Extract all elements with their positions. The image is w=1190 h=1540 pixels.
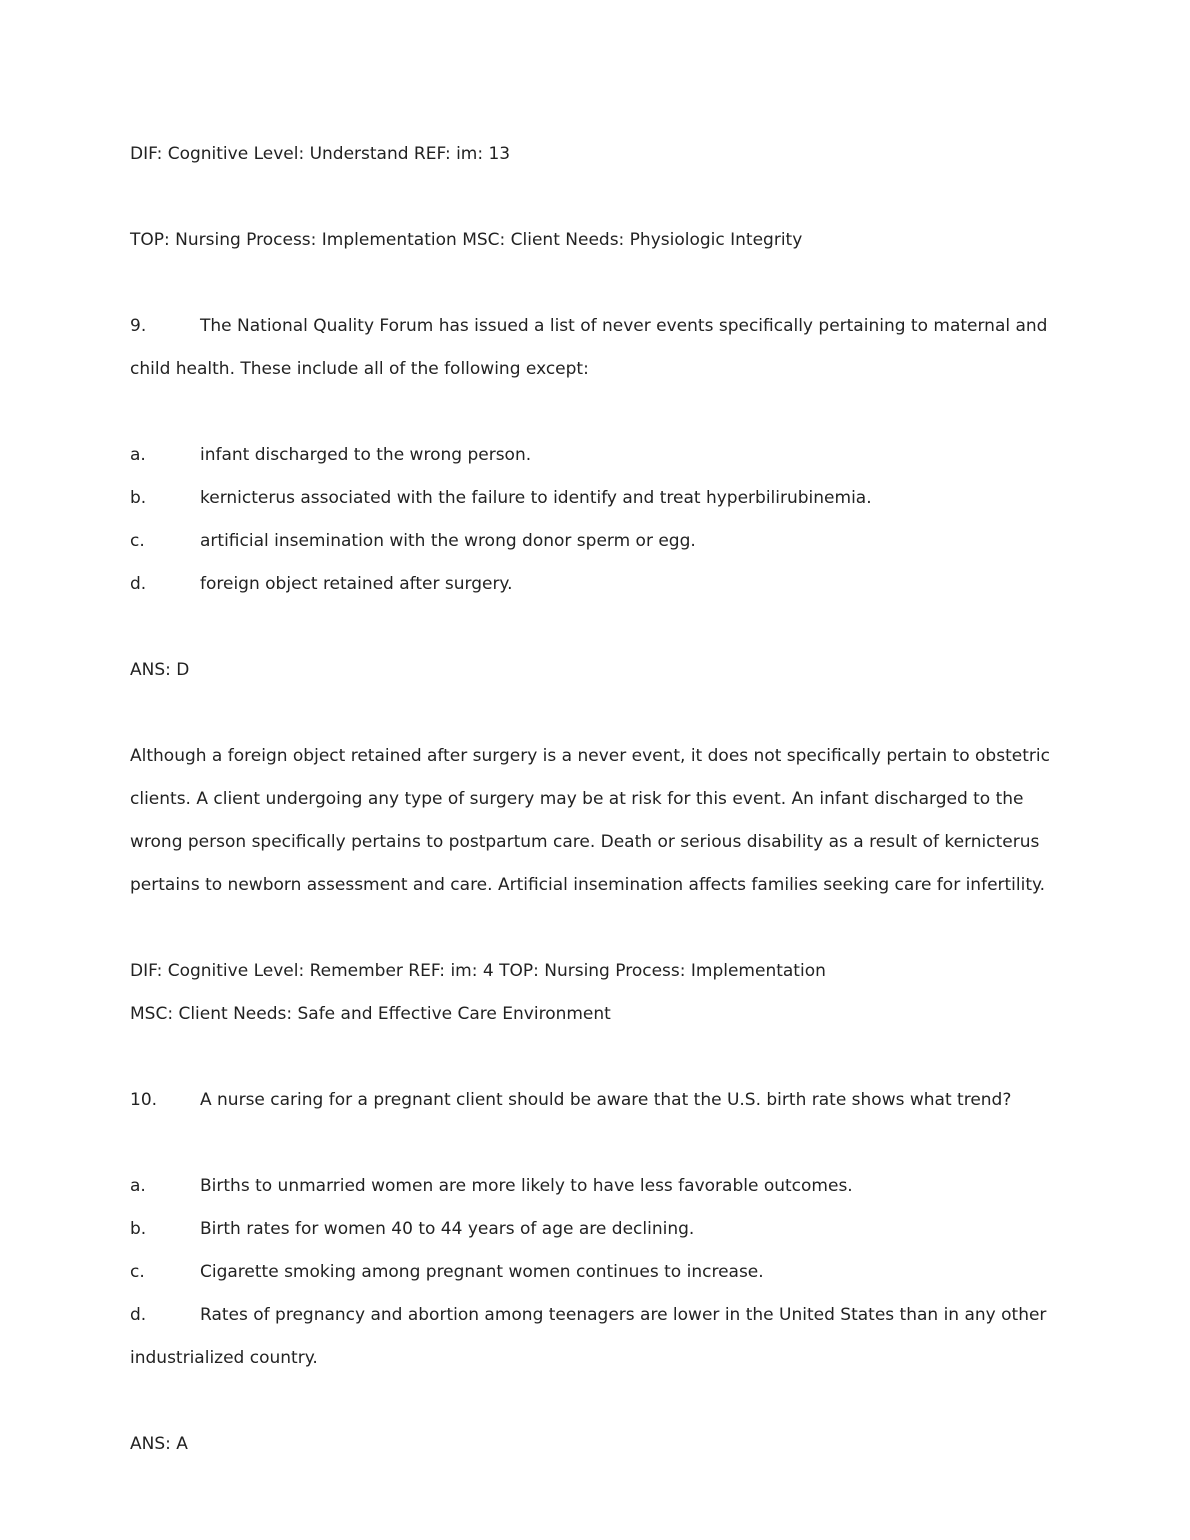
option-text: artificial insemination with the wrong donor sperm or egg. bbox=[200, 531, 696, 551]
option-text: infant discharged to the wrong person. bbox=[200, 445, 532, 465]
q10-option-a bbox=[130, 1165, 1060, 1208]
q10-option-d bbox=[130, 1294, 1060, 1337]
q9-answer: ANS: D bbox=[130, 660, 190, 680]
q10-number: 10. bbox=[130, 1090, 158, 1110]
option-text: kernicterus associated with the failure to identify and treat hyperbilirubinemia. bbox=[200, 488, 872, 508]
q10-stem bbox=[130, 1079, 1060, 1122]
option-letter: c. bbox=[130, 531, 145, 551]
q9-option-a bbox=[130, 434, 1060, 477]
option-letter: b. bbox=[130, 1219, 147, 1239]
q10-option-b bbox=[130, 1208, 1060, 1251]
option-letter: a. bbox=[130, 445, 146, 465]
option-text: foreign object retained after surgery. bbox=[200, 574, 513, 594]
q8-top-line: TOP: Nursing Process: Implementation MSC: Client Needs: Physiologic Integrity bbox=[130, 230, 803, 250]
document-page bbox=[130, 133, 1060, 1466]
option-letter: d. bbox=[130, 574, 147, 594]
q9-stem-line2: child health. These include all of the following except: bbox=[130, 359, 589, 379]
q10-option-c bbox=[130, 1251, 1060, 1294]
option-letter: c. bbox=[130, 1262, 145, 1282]
option-letter: b. bbox=[130, 488, 147, 508]
q9-number: 9. bbox=[130, 316, 147, 336]
q9-rationale-line3: wrong person specifically pertains to postpartum care. Death or serious disability as a result of kernicterus bbox=[130, 832, 1040, 852]
q10-answer: ANS: A bbox=[130, 1434, 188, 1454]
q9-rationale-line2: clients. A client undergoing any type of surgery may be at risk for this event. An infant discharged to the bbox=[130, 789, 1024, 809]
q10-option-d-continuation: industrialized country. bbox=[130, 1348, 318, 1368]
q9-rationale-line1: Although a foreign object retained after surgery is a never event, it does not specifically pertain to obstetric bbox=[130, 746, 1050, 766]
q9-option-d bbox=[130, 563, 1060, 606]
option-text: Rates of pregnancy and abortion among teenagers are lower in the United States than in any other bbox=[200, 1305, 1047, 1325]
q9-dif-line: DIF: Cognitive Level: Remember REF: im: 4 TOP: Nursing Process: Implementation bbox=[130, 961, 826, 981]
q9-msc-line: MSC: Client Needs: Safe and Effective Care Environment bbox=[130, 1004, 611, 1024]
option-text: Birth rates for women 40 to 44 years of age are declining. bbox=[200, 1219, 695, 1239]
option-letter: a. bbox=[130, 1176, 146, 1196]
q9-option-c bbox=[130, 520, 1060, 563]
q8-dif-line: DIF: Cognitive Level: Understand REF: im: 13 bbox=[130, 144, 511, 164]
q9-stem-line1: The National Quality Forum has issued a list of never events specifically pertaining to maternal and bbox=[200, 316, 1048, 336]
q10-stem-text: A nurse caring for a pregnant client should be aware that the U.S. birth rate shows what trend? bbox=[200, 1090, 1012, 1110]
option-letter: d. bbox=[130, 1305, 147, 1325]
option-text: Births to unmarried women are more likely to have less favorable outcomes. bbox=[200, 1176, 853, 1196]
q9-stem bbox=[130, 305, 1060, 348]
q9-option-b bbox=[130, 477, 1060, 520]
q9-rationale-line4: pertains to newborn assessment and care. Artificial insemination affects families seeking care for infertility. bbox=[130, 875, 1046, 895]
option-text: Cigarette smoking among pregnant women continues to increase. bbox=[200, 1262, 764, 1282]
